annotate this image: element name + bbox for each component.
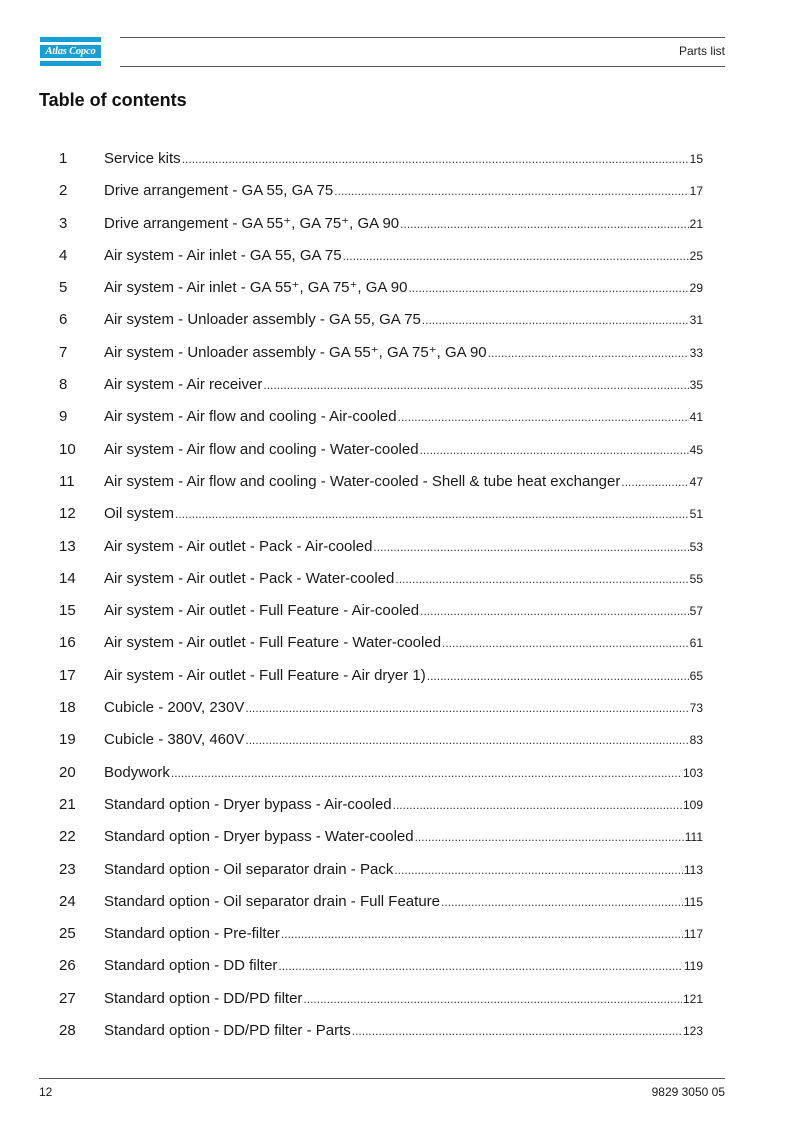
toc-dot-leader: [427, 660, 689, 692]
toc-dot-leader: [303, 983, 682, 1015]
toc-entry-number: 28: [59, 1022, 76, 1040]
toc-entry-number: 7: [59, 343, 68, 361]
table-of-contents: [59, 143, 703, 1047]
toc-entry[interactable]: [59, 434, 703, 466]
toc-entry[interactable]: [59, 886, 703, 918]
toc-entry-page: 61: [689, 636, 703, 651]
toc-entry-page: 73: [689, 701, 703, 716]
toc-dot-leader: [182, 143, 689, 175]
toc-entry-page: 65: [689, 668, 703, 683]
toc-entry[interactable]: [59, 208, 703, 240]
toc-entry[interactable]: [59, 175, 703, 207]
toc-dot-leader: [281, 918, 683, 950]
toc-entry-title: Air system - Air outlet - Pack - Air-cooled: [104, 537, 373, 555]
toc-entry-title: Air system - Air outlet - Full Feature - Water-cooled: [104, 634, 442, 652]
toc-entry[interactable]: [59, 854, 703, 886]
toc-entry[interactable]: [59, 660, 703, 692]
toc-dot-leader: [171, 757, 682, 789]
toc-entry-title: Air system - Air flow and cooling - Water-cooled - Shell & tube heat exchanger: [104, 472, 621, 490]
toc-entry-page: 31: [689, 313, 703, 328]
toc-entry-number: 21: [59, 795, 76, 813]
toc-entry[interactable]: [59, 563, 703, 595]
toc-entry-page: 41: [689, 410, 703, 425]
atlas-copco-logo: [40, 37, 101, 66]
logo-bottom-bar: [40, 61, 101, 66]
toc-entry-title: Standard option - DD filter: [104, 957, 278, 975]
toc-entry-number: 11: [59, 472, 75, 490]
toc-entry-page: 117: [683, 927, 703, 942]
toc-entry-page: 111: [684, 830, 703, 845]
toc-entry-number: 19: [59, 731, 76, 749]
toc-entry-number: 18: [59, 699, 76, 717]
toc-entry-title: Standard option - DD/PD filter - Parts: [104, 1022, 351, 1040]
footer-rule: [39, 1078, 725, 1079]
toc-entry-number: 17: [59, 666, 76, 684]
toc-entry-number: 27: [59, 989, 76, 1007]
toc-entry-number: 23: [59, 860, 76, 878]
toc-entry-number: 16: [59, 634, 76, 652]
toc-entry-page: 57: [689, 604, 703, 619]
toc-entry-page: 53: [689, 539, 703, 554]
toc-entry-number: 1: [59, 150, 68, 167]
toc-entry-number: 4: [59, 246, 68, 264]
toc-dot-leader: [398, 401, 689, 433]
toc-entry-page: 45: [689, 442, 703, 457]
toc-dot-leader: [488, 337, 689, 369]
toc-entry-page: 15: [689, 152, 703, 166]
toc-dot-leader: [245, 692, 688, 724]
toc-entry[interactable]: [59, 304, 703, 336]
toc-entry-title: Service kits: [104, 150, 181, 167]
toc-entry[interactable]: [59, 369, 703, 401]
toc-dot-leader: [415, 821, 684, 853]
toc-entry-title: Air system - Unloader assembly - GA 55, GA 75: [104, 311, 421, 329]
toc-entry[interactable]: [59, 337, 703, 369]
toc-entry-number: 22: [59, 828, 76, 846]
toc-entry-number: 3: [59, 214, 68, 232]
toc-dot-leader: [343, 240, 689, 272]
toc-entry[interactable]: [59, 918, 703, 950]
toc-entry-page: 33: [689, 345, 703, 360]
toc-dot-leader: [263, 369, 688, 401]
toc-entry-page: 29: [689, 281, 703, 296]
toc-entry-page: 21: [689, 216, 703, 231]
toc-dot-leader: [352, 1015, 682, 1047]
toc-dot-leader: [278, 950, 682, 982]
toc-dot-leader: [245, 724, 688, 756]
toc-dot-leader: [400, 208, 688, 240]
toc-entry-number: 13: [59, 537, 76, 555]
toc-entry-page: 109: [682, 797, 703, 812]
toc-entry-page: 121: [682, 991, 703, 1006]
header-top-rule: [120, 37, 725, 38]
toc-entry-title: Standard option - Dryer bypass - Water-cooled: [104, 828, 414, 846]
toc-entry-title: Standard option - Oil separator drain - Full Feature: [104, 892, 440, 910]
toc-entry-number: 2: [59, 182, 68, 200]
toc-entry-title: Air system - Unloader assembly - GA 55⁺, GA 75⁺, GA 90: [104, 343, 487, 361]
toc-entry[interactable]: [59, 498, 703, 530]
toc-entry-page: 55: [689, 571, 703, 586]
toc-entry-title: Air system - Air outlet - Full Feature - Air dryer 1): [104, 666, 426, 684]
toc-entry-title: Air system - Air flow and cooling - Water-cooled: [104, 440, 419, 458]
logo-wordmark: [40, 45, 101, 58]
toc-entry[interactable]: [59, 1015, 703, 1047]
toc-dot-leader: [334, 175, 688, 207]
toc-entry-page: 51: [689, 507, 703, 522]
toc-entry-number: 20: [59, 763, 76, 781]
toc-dot-leader: [420, 434, 689, 466]
toc-entry-page: 103: [682, 765, 703, 780]
toc-entry-number: 24: [59, 892, 76, 910]
toc-dot-leader: [395, 563, 688, 595]
toc-entry-title: Bodywork: [104, 763, 170, 781]
toc-entry-number: 25: [59, 925, 76, 943]
toc-entry-page: 123: [682, 1024, 703, 1039]
toc-entry-number: 26: [59, 957, 76, 975]
logo-top-bar: [40, 37, 101, 42]
toc-entry-number: 6: [59, 311, 68, 329]
toc-entry[interactable]: [59, 789, 703, 821]
toc-entry-title: Air system - Air outlet - Pack - Water-cooled: [104, 569, 395, 587]
toc-entry-page: 35: [689, 378, 703, 393]
page-title: Table of contents: [39, 90, 187, 110]
toc-dot-leader: [621, 466, 688, 498]
toc-dot-leader: [422, 304, 689, 336]
toc-entry[interactable]: [59, 724, 703, 756]
toc-entry-number: 8: [59, 376, 68, 394]
toc-entry-title: Standard option - DD/PD filter: [104, 989, 303, 1007]
toc-entry-title: Air system - Air receiver: [104, 376, 263, 394]
toc-entry-title: Oil system: [104, 505, 175, 523]
toc-entry[interactable]: [59, 531, 703, 563]
toc-dot-leader: [393, 789, 682, 821]
toc-entry[interactable]: [59, 950, 703, 982]
toc-entry[interactable]: [59, 143, 703, 175]
toc-entry-number: 15: [59, 602, 76, 620]
toc-entry-title: Drive arrangement - GA 55⁺, GA 75⁺, GA 90: [104, 214, 400, 232]
toc-dot-leader: [420, 595, 689, 627]
toc-entry-number: 12: [59, 505, 76, 523]
toc-entry-number: 14: [59, 569, 76, 587]
section-title: Parts list: [678, 44, 725, 58]
toc-entry-title: Standard option - Dryer bypass - Air-cooled: [104, 795, 392, 813]
toc-entry-title: Cubicle - 380V, 460V: [104, 731, 245, 749]
toc-entry[interactable]: [59, 595, 703, 627]
logo-text: Atlas Copco: [45, 46, 96, 57]
toc-dot-leader: [394, 854, 683, 886]
toc-entry[interactable]: [59, 757, 703, 789]
header-bottom-rule: [120, 66, 725, 67]
toc-entry-title: Cubicle - 200V, 230V: [104, 699, 245, 717]
toc-dot-leader: [408, 272, 688, 304]
toc-dot-leader: [175, 498, 689, 530]
toc-entry-page: 113: [683, 862, 703, 877]
toc-dot-leader: [373, 531, 688, 563]
toc-dot-leader: [441, 886, 683, 918]
page-number: 12: [39, 1085, 53, 1099]
toc-entry-number: 5: [59, 279, 68, 297]
toc-entry-title: Air system - Air flow and cooling - Air-cooled: [104, 408, 397, 426]
toc-entry-title: Air system - Air outlet - Full Feature - Air-cooled: [104, 602, 420, 620]
toc-entry-title: Drive arrangement - GA 55, GA 75: [104, 182, 334, 200]
toc-entry[interactable]: [59, 692, 703, 724]
toc-entry-title: Standard option - Oil separator drain - Pack: [104, 860, 394, 878]
toc-entry-title: Air system - Air inlet - GA 55, GA 75: [104, 246, 342, 264]
toc-entry-page: 25: [689, 248, 703, 263]
toc-entry-page: 83: [689, 733, 703, 748]
toc-entry-number: 10: [59, 440, 76, 458]
toc-entry-page: 119: [683, 959, 703, 974]
toc-entry[interactable]: [59, 240, 703, 272]
toc-entry[interactable]: [59, 466, 703, 498]
toc-entry-number: 9: [59, 408, 68, 426]
document-number: 9829 3050 05: [651, 1085, 725, 1099]
toc-entry[interactable]: [59, 272, 703, 304]
toc-entry-page: 115: [683, 894, 703, 909]
toc-dot-leader: [442, 627, 689, 659]
toc-entry-title: Standard option - Pre-filter: [104, 925, 280, 943]
toc-entry-title: Air system - Air inlet - GA 55⁺, GA 75⁺, GA 90: [104, 279, 408, 297]
toc-entry[interactable]: [59, 401, 703, 433]
toc-entry-page: 17: [689, 184, 703, 199]
toc-entry-page: 47: [689, 474, 703, 489]
toc-entry[interactable]: [59, 983, 703, 1015]
toc-entry[interactable]: [59, 821, 703, 853]
toc-entry[interactable]: [59, 627, 703, 659]
